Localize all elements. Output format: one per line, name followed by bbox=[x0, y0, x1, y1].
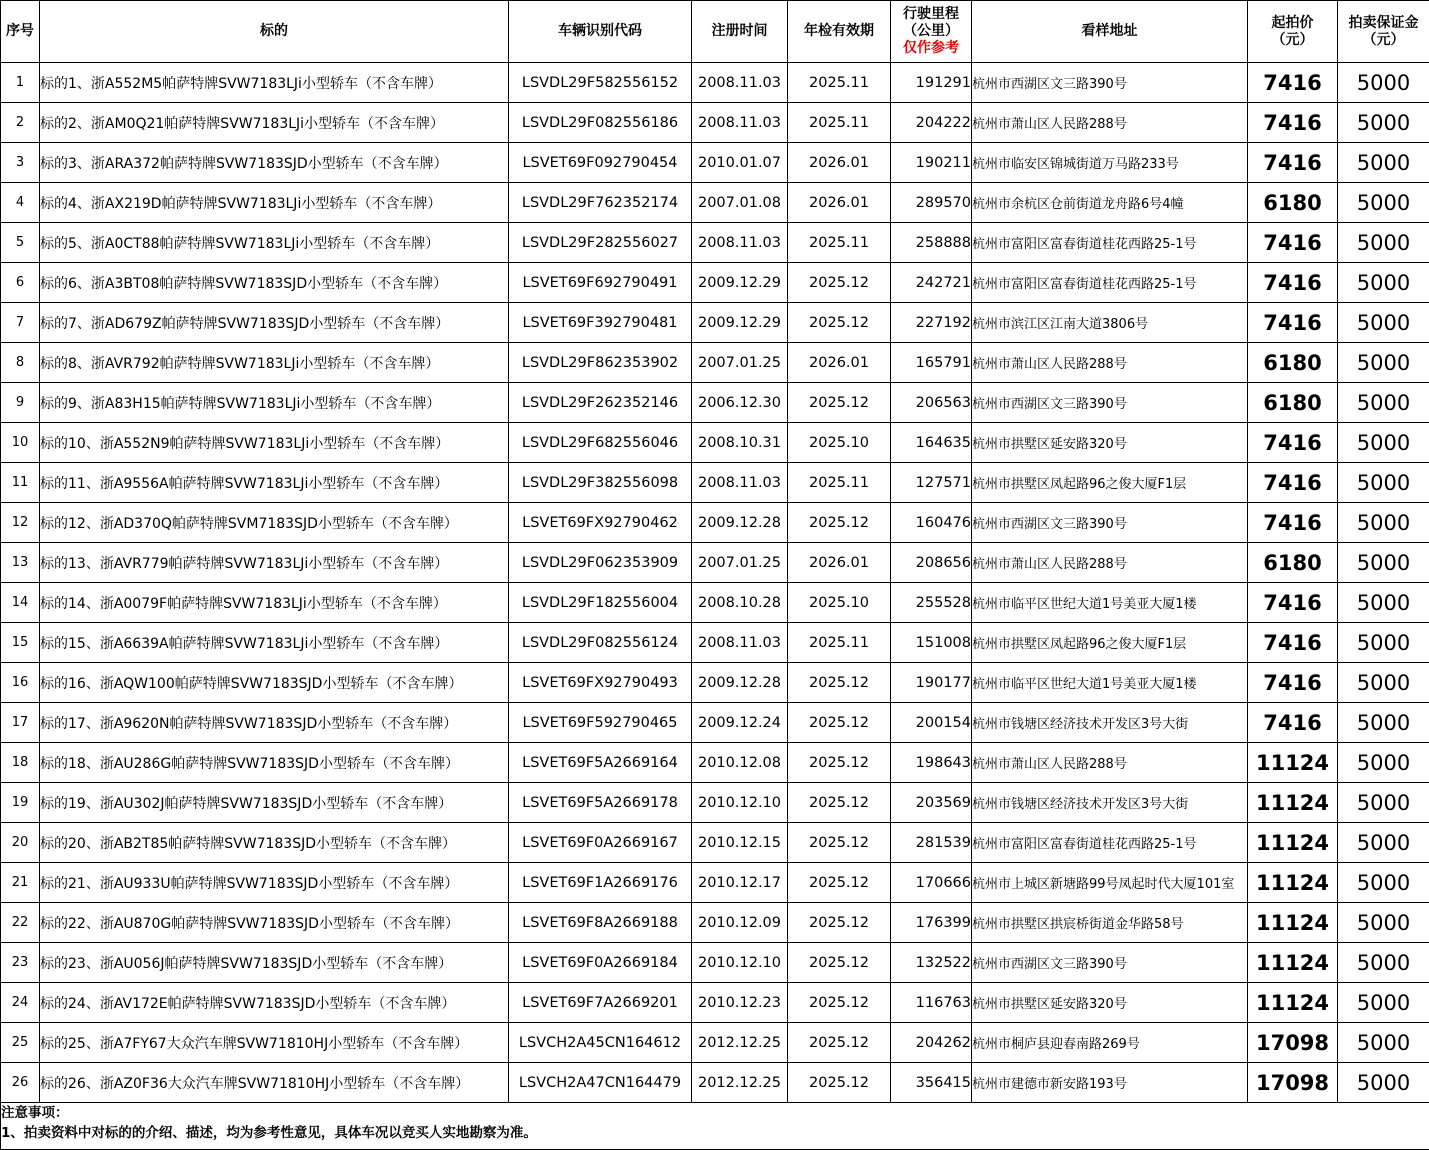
cell-deposit: 5000 bbox=[1338, 623, 1429, 663]
cell-inspection: 2025.12 bbox=[788, 1063, 891, 1103]
cell-reg-date: 2008.11.03 bbox=[692, 623, 788, 663]
cell-inspection: 2025.12 bbox=[788, 743, 891, 783]
cell-vin: LSVET69F692790491 bbox=[509, 263, 692, 303]
notes-cell bbox=[1, 1103, 1429, 1150]
cell-lot: 标的25、浙A7FY67大众汽车牌SVW71810HJ小型轿车（不含车牌） bbox=[40, 1023, 509, 1063]
cell-start-price: 11124 bbox=[1248, 903, 1338, 943]
table-row bbox=[1, 63, 1429, 103]
cell-vin: LSVCH2A47CN164479 bbox=[509, 1063, 692, 1103]
cell-start-price: 6180 bbox=[1248, 543, 1338, 583]
cell-inspection: 2025.11 bbox=[788, 63, 891, 103]
cell-deposit: 5000 bbox=[1338, 223, 1429, 263]
cell-start-price: 6180 bbox=[1248, 183, 1338, 223]
cell-mileage: 258888 bbox=[891, 223, 972, 263]
cell-reg-date: 2009.12.29 bbox=[692, 303, 788, 343]
cell-lot: 标的2、浙AM0Q21帕萨特牌SVW7183LJi小型轿车（不含车牌） bbox=[40, 103, 509, 143]
table-row bbox=[1, 103, 1429, 143]
cell-reg-date: 2008.11.03 bbox=[692, 463, 788, 503]
header-address: 看样地址 bbox=[972, 1, 1248, 63]
cell-deposit: 5000 bbox=[1338, 463, 1429, 503]
cell-deposit: 5000 bbox=[1338, 543, 1429, 583]
cell-lot: 标的10、浙A552N9帕萨特牌SVW7183LJi小型轿车（不含车牌） bbox=[40, 423, 509, 463]
table-body bbox=[1, 63, 1429, 1103]
cell-inspection: 2026.01 bbox=[788, 543, 891, 583]
cell-deposit: 5000 bbox=[1338, 943, 1429, 983]
cell-mileage: 190211 bbox=[891, 143, 972, 183]
cell-lot: 标的23、浙AU056J帕萨特牌SVW7183SJD小型轿车（不含车牌） bbox=[40, 943, 509, 983]
cell-inspection: 2025.12 bbox=[788, 903, 891, 943]
cell-reg-date: 2010.01.07 bbox=[692, 143, 788, 183]
cell-address: 杭州市拱墅区凤起路96之俊大厦F1层 bbox=[972, 623, 1248, 663]
cell-address: 杭州市萧山区人民路288号 bbox=[972, 743, 1248, 783]
cell-mileage: 356415 bbox=[891, 1063, 972, 1103]
cell-mileage: 116763 bbox=[891, 983, 972, 1023]
cell-mileage: 281539 bbox=[891, 823, 972, 863]
cell-index: 24 bbox=[1, 983, 40, 1023]
cell-mileage: 208656 bbox=[891, 543, 972, 583]
cell-lot: 标的16、浙AQW100帕萨特牌SVW7183SJD小型轿车（不含车牌） bbox=[40, 663, 509, 703]
cell-index: 26 bbox=[1, 1063, 40, 1103]
cell-reg-date: 2010.12.23 bbox=[692, 983, 788, 1023]
cell-mileage: 255528 bbox=[891, 583, 972, 623]
cell-mileage: 165791 bbox=[891, 343, 972, 383]
cell-vin: LSVDL29F082556124 bbox=[509, 623, 692, 663]
cell-reg-date: 2007.01.08 bbox=[692, 183, 788, 223]
cell-address: 杭州市临平区世纪大道1号美亚大厦1楼 bbox=[972, 583, 1248, 623]
cell-vin: LSVET69F7A2669201 bbox=[509, 983, 692, 1023]
cell-lot: 标的5、浙A0CT88帕萨特牌SVW7183LJi小型轿车（不含车牌） bbox=[40, 223, 509, 263]
cell-mileage: 160476 bbox=[891, 503, 972, 543]
cell-reg-date: 2007.01.25 bbox=[692, 343, 788, 383]
cell-deposit: 5000 bbox=[1338, 143, 1429, 183]
cell-start-price: 11124 bbox=[1248, 823, 1338, 863]
cell-vin: LSVDL29F862353902 bbox=[509, 343, 692, 383]
table-row bbox=[1, 263, 1429, 303]
header-row bbox=[1, 1, 1429, 63]
cell-deposit: 5000 bbox=[1338, 823, 1429, 863]
header-price-unit: （元） bbox=[1271, 31, 1314, 48]
cell-reg-date: 2008.11.03 bbox=[692, 63, 788, 103]
cell-reg-date: 2009.12.28 bbox=[692, 663, 788, 703]
cell-start-price: 7416 bbox=[1248, 503, 1338, 543]
cell-inspection: 2025.12 bbox=[788, 303, 891, 343]
header-index: 序号 bbox=[1, 1, 40, 63]
cell-address: 杭州市西湖区文三路390号 bbox=[972, 943, 1248, 983]
cell-address: 杭州市钱塘区经济技术开发区3号大街 bbox=[972, 783, 1248, 823]
cell-start-price: 7416 bbox=[1248, 703, 1338, 743]
cell-vin: LSVDL29F582556152 bbox=[509, 63, 692, 103]
table-row bbox=[1, 743, 1429, 783]
cell-index: 9 bbox=[1, 383, 40, 423]
cell-lot: 标的14、浙A0079F帕萨特牌SVW7183LJi小型轿车（不含车牌） bbox=[40, 583, 509, 623]
cell-vin: LSVDL29F382556098 bbox=[509, 463, 692, 503]
cell-inspection: 2025.10 bbox=[788, 583, 891, 623]
cell-deposit: 5000 bbox=[1338, 983, 1429, 1023]
cell-vin: LSVET69FX92790462 bbox=[509, 503, 692, 543]
cell-reg-date: 2007.01.25 bbox=[692, 543, 788, 583]
cell-deposit: 5000 bbox=[1338, 103, 1429, 143]
table-row bbox=[1, 183, 1429, 223]
cell-lot: 标的20、浙AB2T85帕萨特牌SVW7183SJD小型轿车（不含车牌） bbox=[40, 823, 509, 863]
cell-deposit: 5000 bbox=[1338, 863, 1429, 903]
cell-index: 18 bbox=[1, 743, 40, 783]
cell-vin: LSVET69F0A2669167 bbox=[509, 823, 692, 863]
cell-mileage: 204262 bbox=[891, 1023, 972, 1063]
cell-index: 1 bbox=[1, 63, 40, 103]
cell-deposit: 5000 bbox=[1338, 263, 1429, 303]
cell-reg-date: 2009.12.24 bbox=[692, 703, 788, 743]
table-row bbox=[1, 383, 1429, 423]
cell-address: 杭州市拱墅区延安路320号 bbox=[972, 983, 1248, 1023]
cell-lot: 标的11、浙A9556A帕萨特牌SVW7183LJi小型轿车（不含车牌） bbox=[40, 463, 509, 503]
cell-deposit: 5000 bbox=[1338, 743, 1429, 783]
table-row bbox=[1, 783, 1429, 823]
cell-index: 15 bbox=[1, 623, 40, 663]
header-vin: 车辆识别代码 bbox=[509, 1, 692, 63]
cell-start-price: 11124 bbox=[1248, 863, 1338, 903]
cell-start-price: 7416 bbox=[1248, 663, 1338, 703]
cell-address: 杭州市拱墅区拱宸桥街道金华路58号 bbox=[972, 903, 1248, 943]
cell-mileage: 198643 bbox=[891, 743, 972, 783]
cell-vin: LSVET69F392790481 bbox=[509, 303, 692, 343]
cell-reg-date: 2010.12.08 bbox=[692, 743, 788, 783]
cell-mileage: 132522 bbox=[891, 943, 972, 983]
cell-start-price: 11124 bbox=[1248, 783, 1338, 823]
cell-inspection: 2025.12 bbox=[788, 263, 891, 303]
cell-vin: LSVDL29F262352146 bbox=[509, 383, 692, 423]
cell-vin: LSVCH2A45CN164612 bbox=[509, 1023, 692, 1063]
cell-start-price: 6180 bbox=[1248, 343, 1338, 383]
cell-lot: 标的7、浙AD679Z帕萨特牌SVW7183SJD小型轿车（不含车牌） bbox=[40, 303, 509, 343]
cell-lot: 标的26、浙AZ0F36大众汽车牌SVW71810HJ小型轿车（不含车牌） bbox=[40, 1063, 509, 1103]
cell-lot: 标的8、浙AVR792帕萨特牌SVW7183LJi小型轿车（不含车牌） bbox=[40, 343, 509, 383]
cell-index: 21 bbox=[1, 863, 40, 903]
table-row bbox=[1, 223, 1429, 263]
cell-address: 杭州市西湖区文三路390号 bbox=[972, 383, 1248, 423]
table-row bbox=[1, 943, 1429, 983]
table-row bbox=[1, 343, 1429, 383]
table-row bbox=[1, 143, 1429, 183]
cell-inspection: 2025.12 bbox=[788, 383, 891, 423]
cell-vin: LSVDL29F182556004 bbox=[509, 583, 692, 623]
header-mileage-unit: （公里） bbox=[903, 23, 959, 39]
cell-mileage: 127571 bbox=[891, 463, 972, 503]
table-row bbox=[1, 623, 1429, 663]
cell-reg-date: 2012.12.25 bbox=[692, 1063, 788, 1103]
table-row bbox=[1, 463, 1429, 503]
cell-start-price: 7416 bbox=[1248, 583, 1338, 623]
cell-vin: LSVET69F5A2669164 bbox=[509, 743, 692, 783]
header-deposit bbox=[1338, 1, 1429, 63]
cell-index: 22 bbox=[1, 903, 40, 943]
cell-start-price: 6180 bbox=[1248, 383, 1338, 423]
cell-lot: 标的18、浙AU286G帕萨特牌SVW7183SJD小型轿车（不含车牌） bbox=[40, 743, 509, 783]
cell-reg-date: 2010.12.10 bbox=[692, 943, 788, 983]
cell-lot: 标的4、浙AX219D帕萨特牌SVW7183LJi小型轿车（不含车牌） bbox=[40, 183, 509, 223]
cell-vin: LSVET69F0A2669184 bbox=[509, 943, 692, 983]
cell-lot: 标的19、浙AU302J帕萨特牌SVW7183SJD小型轿车（不含车牌） bbox=[40, 783, 509, 823]
cell-start-price: 17098 bbox=[1248, 1023, 1338, 1063]
cell-reg-date: 2008.11.03 bbox=[692, 223, 788, 263]
cell-start-price: 7416 bbox=[1248, 423, 1338, 463]
cell-index: 23 bbox=[1, 943, 40, 983]
notes-title: 注意事项： bbox=[1, 1105, 69, 1121]
cell-vin: LSVET69F092790454 bbox=[509, 143, 692, 183]
cell-start-price: 7416 bbox=[1248, 623, 1338, 663]
cell-mileage: 206563 bbox=[891, 383, 972, 423]
cell-reg-date: 2010.12.15 bbox=[692, 823, 788, 863]
cell-lot: 标的17、浙A9620N帕萨特牌SVW7183SJD小型轿车（不含车牌） bbox=[40, 703, 509, 743]
cell-mileage: 227192 bbox=[891, 303, 972, 343]
cell-inspection: 2025.12 bbox=[788, 663, 891, 703]
cell-reg-date: 2006.12.30 bbox=[692, 383, 788, 423]
cell-start-price: 11124 bbox=[1248, 983, 1338, 1023]
cell-lot: 标的22、浙AU870G帕萨特牌SVW7183SJD小型轿车（不含车牌） bbox=[40, 903, 509, 943]
cell-deposit: 5000 bbox=[1338, 383, 1429, 423]
cell-mileage: 203569 bbox=[891, 783, 972, 823]
cell-index: 8 bbox=[1, 343, 40, 383]
cell-index: 14 bbox=[1, 583, 40, 623]
cell-reg-date: 2009.12.29 bbox=[692, 263, 788, 303]
cell-index: 16 bbox=[1, 663, 40, 703]
cell-vin: LSVDL29F682556046 bbox=[509, 423, 692, 463]
cell-deposit: 5000 bbox=[1338, 783, 1429, 823]
cell-mileage: 242721 bbox=[891, 263, 972, 303]
cell-index: 20 bbox=[1, 823, 40, 863]
cell-inspection: 2025.12 bbox=[788, 983, 891, 1023]
cell-inspection: 2026.01 bbox=[788, 343, 891, 383]
cell-mileage: 164635 bbox=[891, 423, 972, 463]
cell-index: 3 bbox=[1, 143, 40, 183]
cell-lot: 标的6、浙A3BT08帕萨特牌SVW7183SJD小型轿车（不含车牌） bbox=[40, 263, 509, 303]
cell-lot: 标的3、浙ARA372帕萨特牌SVW7183SJD小型轿车（不含车牌） bbox=[40, 143, 509, 183]
cell-start-price: 7416 bbox=[1248, 463, 1338, 503]
cell-address: 杭州市萧山区人民路288号 bbox=[972, 543, 1248, 583]
cell-index: 25 bbox=[1, 1023, 40, 1063]
cell-inspection: 2025.11 bbox=[788, 223, 891, 263]
notes-line-1: 1、拍卖资料中对标的的介绍、描述，均为参考性意见，具体车况以竞买人实地勘察为准。 bbox=[1, 1125, 537, 1141]
cell-address: 杭州市西湖区文三路390号 bbox=[972, 503, 1248, 543]
cell-address: 杭州市临安区锦城街道万马路233号 bbox=[972, 143, 1248, 183]
table-row bbox=[1, 1063, 1429, 1103]
cell-reg-date: 2008.10.31 bbox=[692, 423, 788, 463]
cell-inspection: 2025.12 bbox=[788, 823, 891, 863]
cell-start-price: 7416 bbox=[1248, 303, 1338, 343]
cell-inspection: 2025.11 bbox=[788, 623, 891, 663]
header-deposit-unit: （元） bbox=[1362, 31, 1405, 48]
cell-vin: LSVET69F592790465 bbox=[509, 703, 692, 743]
cell-index: 11 bbox=[1, 463, 40, 503]
cell-address: 杭州市上城区新塘路99号凤起时代大厦101室 bbox=[972, 863, 1248, 903]
header-mileage-label: 行驶里程 bbox=[903, 6, 959, 22]
cell-deposit: 5000 bbox=[1338, 63, 1429, 103]
cell-inspection: 2025.12 bbox=[788, 703, 891, 743]
cell-address: 杭州市钱塘区经济技术开发区3号大街 bbox=[972, 703, 1248, 743]
cell-address: 杭州市建德市新安路193号 bbox=[972, 1063, 1248, 1103]
cell-start-price: 7416 bbox=[1248, 103, 1338, 143]
cell-index: 19 bbox=[1, 783, 40, 823]
header-mileage-note: 仅作参考 bbox=[903, 40, 959, 56]
cell-mileage: 289570 bbox=[891, 183, 972, 223]
cell-inspection: 2026.01 bbox=[788, 183, 891, 223]
cell-deposit: 5000 bbox=[1338, 903, 1429, 943]
table-row bbox=[1, 863, 1429, 903]
table-row bbox=[1, 663, 1429, 703]
cell-mileage: 151008 bbox=[891, 623, 972, 663]
cell-reg-date: 2010.12.09 bbox=[692, 903, 788, 943]
cell-lot: 标的12、浙AD370Q帕萨特牌SVM7183SJD小型轿车（不含车牌） bbox=[40, 503, 509, 543]
cell-deposit: 5000 bbox=[1338, 1023, 1429, 1063]
cell-reg-date: 2009.12.28 bbox=[692, 503, 788, 543]
header-price bbox=[1248, 1, 1338, 63]
cell-index: 5 bbox=[1, 223, 40, 263]
header-reg-date: 注册时间 bbox=[692, 1, 788, 63]
cell-address: 杭州市富阳区富春街道桂花西路25-1号 bbox=[972, 823, 1248, 863]
cell-address: 杭州市临平区世纪大道1号美亚大厦1楼 bbox=[972, 663, 1248, 703]
cell-inspection: 2025.12 bbox=[788, 503, 891, 543]
cell-deposit: 5000 bbox=[1338, 423, 1429, 463]
cell-start-price: 7416 bbox=[1248, 143, 1338, 183]
cell-inspection: 2025.12 bbox=[788, 1023, 891, 1063]
cell-lot: 标的13、浙AVR779帕萨特牌SVW7183LJi小型轿车（不含车牌） bbox=[40, 543, 509, 583]
cell-address: 杭州市萧山区人民路288号 bbox=[972, 103, 1248, 143]
cell-start-price: 11124 bbox=[1248, 943, 1338, 983]
cell-mileage: 200154 bbox=[891, 703, 972, 743]
cell-lot: 标的24、浙AV172E帕萨特牌SVW7183SJD小型轿车（不含车牌） bbox=[40, 983, 509, 1023]
cell-deposit: 5000 bbox=[1338, 1063, 1429, 1103]
header-price-label: 起拍价 bbox=[1271, 14, 1314, 31]
cell-vin: LSVDL29F082556186 bbox=[509, 103, 692, 143]
cell-mileage: 170666 bbox=[891, 863, 972, 903]
cell-vin: LSVET69F1A2669176 bbox=[509, 863, 692, 903]
cell-inspection: 2025.12 bbox=[788, 943, 891, 983]
table-row bbox=[1, 903, 1429, 943]
cell-deposit: 5000 bbox=[1338, 703, 1429, 743]
cell-reg-date: 2010.12.17 bbox=[692, 863, 788, 903]
cell-address: 杭州市拱墅区延安路320号 bbox=[972, 423, 1248, 463]
cell-lot: 标的21、浙AU933U帕萨特牌SVW7183SJD小型轿车（不含车牌） bbox=[40, 863, 509, 903]
cell-inspection: 2025.11 bbox=[788, 463, 891, 503]
table-row bbox=[1, 303, 1429, 343]
cell-deposit: 5000 bbox=[1338, 503, 1429, 543]
cell-inspection: 2025.10 bbox=[788, 423, 891, 463]
header-deposit-label: 拍卖保证金 bbox=[1348, 14, 1419, 31]
cell-index: 17 bbox=[1, 703, 40, 743]
cell-deposit: 5000 bbox=[1338, 183, 1429, 223]
cell-start-price: 17098 bbox=[1248, 1063, 1338, 1103]
cell-address: 杭州市滨江区江南大道3806号 bbox=[972, 303, 1248, 343]
cell-vin: LSVDL29F062353909 bbox=[509, 543, 692, 583]
cell-mileage: 191291 bbox=[891, 63, 972, 103]
cell-vin: LSVET69F5A2669178 bbox=[509, 783, 692, 823]
cell-address: 杭州市富阳区富春街道桂花西路25-1号 bbox=[972, 263, 1248, 303]
cell-lot: 标的1、浙A552M5帕萨特牌SVW7183LJi小型轿车（不含车牌） bbox=[40, 63, 509, 103]
table-row bbox=[1, 983, 1429, 1023]
table-row bbox=[1, 543, 1429, 583]
cell-index: 2 bbox=[1, 103, 40, 143]
cell-index: 10 bbox=[1, 423, 40, 463]
header-inspection: 年检有效期 bbox=[788, 1, 891, 63]
cell-inspection: 2026.01 bbox=[788, 143, 891, 183]
cell-deposit: 5000 bbox=[1338, 663, 1429, 703]
cell-reg-date: 2008.10.28 bbox=[692, 583, 788, 623]
cell-index: 13 bbox=[1, 543, 40, 583]
table-row bbox=[1, 1023, 1429, 1063]
cell-address: 杭州市西湖区文三路390号 bbox=[972, 63, 1248, 103]
cell-inspection: 2025.12 bbox=[788, 783, 891, 823]
cell-start-price: 11124 bbox=[1248, 743, 1338, 783]
cell-index: 6 bbox=[1, 263, 40, 303]
cell-mileage: 176399 bbox=[891, 903, 972, 943]
cell-reg-date: 2012.12.25 bbox=[692, 1023, 788, 1063]
cell-mileage: 204222 bbox=[891, 103, 972, 143]
cell-index: 4 bbox=[1, 183, 40, 223]
cell-reg-date: 2008.11.03 bbox=[692, 103, 788, 143]
cell-address: 杭州市富阳区富春街道桂花西路25-1号 bbox=[972, 223, 1248, 263]
cell-start-price: 7416 bbox=[1248, 223, 1338, 263]
cell-address: 杭州市拱墅区凤起路96之俊大厦F1层 bbox=[972, 463, 1248, 503]
table-row bbox=[1, 423, 1429, 463]
cell-lot: 标的9、浙A83H15帕萨特牌SVW7183LJi小型轿车（不含车牌） bbox=[40, 383, 509, 423]
table-row bbox=[1, 503, 1429, 543]
cell-start-price: 7416 bbox=[1248, 263, 1338, 303]
cell-index: 7 bbox=[1, 303, 40, 343]
cell-inspection: 2025.12 bbox=[788, 863, 891, 903]
cell-address: 杭州市余杭区仓前街道龙舟路6号4幢 bbox=[972, 183, 1248, 223]
header-mileage bbox=[891, 1, 972, 63]
cell-deposit: 5000 bbox=[1338, 343, 1429, 383]
cell-address: 杭州市桐庐县迎春南路269号 bbox=[972, 1023, 1248, 1063]
cell-lot: 标的15、浙A6639A帕萨特牌SVW7183LJi小型轿车（不含车牌） bbox=[40, 623, 509, 663]
cell-reg-date: 2010.12.10 bbox=[692, 783, 788, 823]
cell-vin: LSVET69FX92790493 bbox=[509, 663, 692, 703]
cell-deposit: 5000 bbox=[1338, 303, 1429, 343]
cell-start-price: 7416 bbox=[1248, 63, 1338, 103]
cell-vin: LSVET69F8A2669188 bbox=[509, 903, 692, 943]
cell-index: 12 bbox=[1, 503, 40, 543]
cell-address: 杭州市萧山区人民路288号 bbox=[972, 343, 1248, 383]
header-lot: 标的 bbox=[40, 1, 509, 63]
table-row bbox=[1, 583, 1429, 623]
cell-vin: LSVDL29F762352174 bbox=[509, 183, 692, 223]
table-row bbox=[1, 703, 1429, 743]
table-row bbox=[1, 823, 1429, 863]
cell-vin: LSVDL29F282556027 bbox=[509, 223, 692, 263]
cell-mileage: 190177 bbox=[891, 663, 972, 703]
notes-row bbox=[1, 1103, 1429, 1150]
cell-inspection: 2025.11 bbox=[788, 103, 891, 143]
cell-deposit: 5000 bbox=[1338, 583, 1429, 623]
